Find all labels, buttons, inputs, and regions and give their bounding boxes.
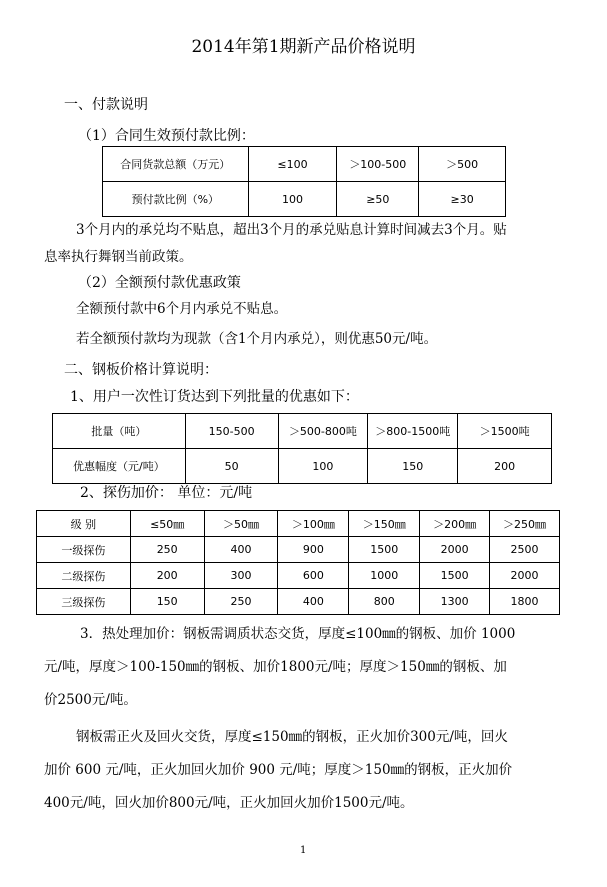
section2-sub1: 1、用户一次性订货达到下列批量的优惠如下：	[70, 389, 359, 405]
table-cell: 一级探伤	[37, 537, 131, 563]
table-cell: 100	[278, 449, 368, 484]
table-cell: ＞800-1500吨	[368, 414, 458, 449]
table-cell: 100	[248, 182, 337, 217]
paragraph: 3．热处理加价：钢板需调质状态交货，厚度≤100㎜的钢板、加价 1000	[80, 626, 516, 642]
paragraph: 加价 600 元/吨，正火加回火加价 900 元/吨；厚度＞150㎜的钢板，正火加价	[44, 762, 513, 778]
page-title: 2014年第1期新产品价格说明	[191, 37, 416, 57]
table-cell: ≤100	[248, 147, 337, 182]
table-cell: 200	[458, 449, 552, 484]
flaw-detection-table	[36, 510, 560, 615]
section2-sub2: 2、探伤加价： 单位：元/吨	[80, 485, 253, 501]
table-cell: 300	[204, 563, 278, 589]
table-cell: 400	[278, 589, 349, 615]
table-header-cell: 级 别	[37, 511, 131, 537]
table-header-cell: ＞200㎜	[420, 511, 490, 537]
table-cell: 2000	[490, 563, 560, 589]
table-cell: 800	[349, 589, 420, 615]
table-cell: 400	[204, 537, 278, 563]
paragraph: 价2500元/吨。	[44, 692, 137, 708]
section1-sub1: （1）合同生效预付款比例：	[78, 128, 255, 144]
table-cell: 250	[204, 589, 278, 615]
table-cell: ＞500-800吨	[278, 414, 368, 449]
paragraph: 钢板需正火及回火交货，厚度≤150㎜的钢板，正火加价300元/吨，回火	[76, 729, 508, 745]
table-cell: 900	[278, 537, 349, 563]
table-cell: ≥30	[419, 182, 506, 217]
table-row	[103, 182, 506, 217]
table-cell: 150	[368, 449, 458, 484]
table-cell: 150	[130, 589, 204, 615]
table-row	[37, 589, 560, 615]
table-cell: 1500	[349, 537, 420, 563]
prepayment-table	[102, 146, 506, 217]
paragraph: 全额预付款中6个月内承兑不贴息。	[76, 301, 288, 317]
table-cell: 批量（吨）	[53, 414, 186, 449]
table-cell: 250	[130, 537, 204, 563]
table-row	[53, 414, 552, 449]
table-cell: 优惠幅度（元/吨）	[53, 449, 186, 484]
table-cell: ＞1500吨	[458, 414, 552, 449]
table-header-row	[37, 511, 560, 537]
table-cell: 三级探伤	[37, 589, 131, 615]
volume-discount-table	[52, 413, 552, 484]
table-row	[37, 537, 560, 563]
paragraph: 400元/吨，回火加价800元/吨，正火加回火加价1500元/吨。	[44, 795, 414, 811]
table-cell: 50	[185, 449, 278, 484]
paragraph: 息率执行舞钢当前政策。	[44, 249, 193, 265]
table-cell: 1000	[349, 563, 420, 589]
section1-sub2: （2）全额预付款优惠政策	[78, 275, 241, 291]
table-cell: 二级探伤	[37, 563, 131, 589]
table-cell: 2000	[420, 537, 490, 563]
table-cell: 2500	[490, 537, 560, 563]
page-number: 1	[300, 845, 307, 856]
table-cell: 1500	[420, 563, 490, 589]
section1-heading: 一、付款说明	[64, 97, 148, 113]
table-header-cell: ＞100㎜	[278, 511, 349, 537]
table-header-cell: ＞150㎜	[349, 511, 420, 537]
table-cell: 600	[278, 563, 349, 589]
table-cell: ＞500	[419, 147, 506, 182]
table-cell: 1800	[490, 589, 560, 615]
table-header-cell: ＞250㎜	[490, 511, 560, 537]
table-header-cell: ＞50㎜	[204, 511, 278, 537]
paragraph: 3个月内的承兑均不贴息，超出3个月的承兑贴息计算时间减去3个月。贴	[76, 222, 507, 238]
table-row	[53, 449, 552, 484]
section2-heading: 二、钢板价格计算说明：	[64, 362, 218, 378]
table-cell: 1300	[420, 589, 490, 615]
paragraph: 若全额预付款均为现款（含1个月内承兑），则优惠50元/吨。	[76, 331, 438, 347]
table-header-cell: ≤50㎜	[130, 511, 204, 537]
table-cell: 200	[130, 563, 204, 589]
table-row	[103, 147, 506, 182]
table-cell: ＞100-500	[337, 147, 419, 182]
table-cell: ≥50	[337, 182, 419, 217]
table-cell: 150-500	[185, 414, 278, 449]
paragraph: 元/吨，厚度＞100-150㎜的钢板、加价1800元/吨；厚度＞150㎜的钢板、加	[44, 659, 507, 675]
table-cell: 预付款比例（%）	[103, 182, 249, 217]
table-row	[37, 563, 560, 589]
table-cell: 合同货款总额（万元）	[103, 147, 249, 182]
